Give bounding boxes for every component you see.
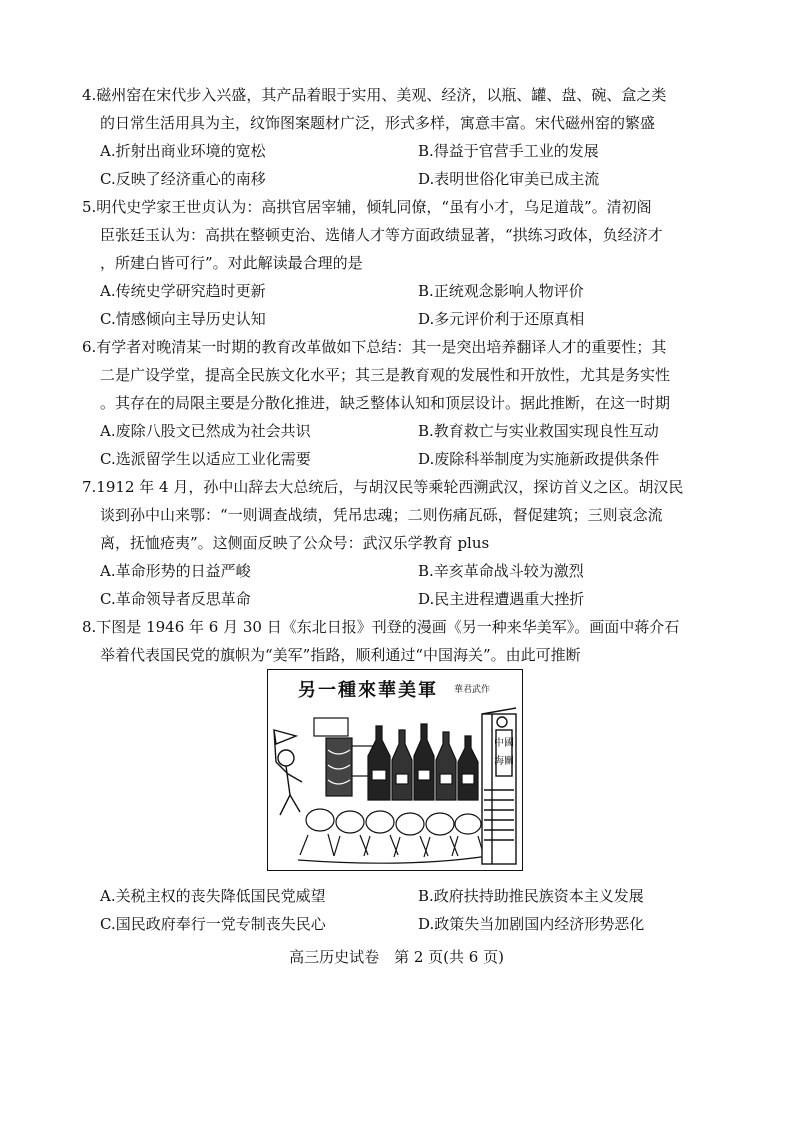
option-b[interactable]: B.政府扶持助推民族资本主义发展 bbox=[418, 887, 644, 905]
option-d[interactable]: D.表明世俗化审美已成主流 bbox=[418, 170, 600, 188]
option-b[interactable]: B.辛亥革命战斗较为激烈 bbox=[418, 562, 584, 580]
option-c[interactable]: C.情感倾向主导历史认知 bbox=[100, 310, 266, 328]
question-7-line-3: 离，抚恤疮夷”。这侧面反映了公众号：武汉乐学教育 plus bbox=[100, 534, 490, 552]
question-5-line-2: 臣张廷玉认为：高拱在整顿吏治、选储人才等方面政绩显著，“拱练习政体，负经济才 bbox=[100, 226, 663, 244]
question-5 bbox=[82, 193, 722, 333]
option-c[interactable]: C.革命领导者反思革命 bbox=[100, 590, 251, 608]
option-d[interactable]: D.政策失当加剧国内经济形势恶化 bbox=[418, 915, 645, 933]
question-8-line-2: 举着代表国民党的旗帜为“美军”指路，顺利通过“中国海关”。由此可推断 bbox=[100, 646, 581, 664]
gate-label-1: 中國 bbox=[494, 738, 514, 749]
question-7-line-1: 7.1912 年 4 月，孙中山辞去大总统后，与胡汉民等乘轮西溯武汉，探访首义之区。胡汉民 bbox=[82, 478, 684, 496]
option-d[interactable]: D.民主进程遭遇重大挫折 bbox=[418, 590, 585, 608]
banners bbox=[314, 718, 376, 796]
marching-figures bbox=[298, 809, 488, 863]
question-7 bbox=[82, 473, 722, 613]
bottles bbox=[368, 724, 478, 800]
question-8-options-block bbox=[82, 882, 722, 938]
question-8 bbox=[82, 613, 722, 669]
question-5-options bbox=[82, 277, 722, 333]
cartoon-figure bbox=[267, 669, 523, 871]
question-4-line-1: 4.磁州窑在宋代步入兴盛，其产品着眼于实用、美观、经济，以瓶、罐、盘、碗、盒之类 bbox=[82, 86, 667, 104]
cartoon-author: 華君武作 bbox=[454, 685, 491, 695]
question-4-line-2: 的日常生活用具为主，纹饰图案题材广泛，形式多样，寓意丰富。宋代磁州窑的繁盛 bbox=[100, 114, 656, 132]
page-footer: 高三历史试卷 第 2 页(共 6 页) bbox=[289, 948, 504, 966]
question-6-options bbox=[82, 417, 722, 473]
question-4 bbox=[82, 81, 722, 193]
question-4-options bbox=[82, 137, 722, 193]
option-a[interactable]: A.折射出商业环境的宽松 bbox=[100, 142, 266, 160]
option-b[interactable]: B.得益于官营手工业的发展 bbox=[418, 142, 599, 160]
question-7-options bbox=[82, 557, 722, 613]
option-a[interactable]: A.革命形势的日益严峻 bbox=[100, 562, 251, 580]
question-5-line-3: ，所建白皆可行”。对此解读最合理的是 bbox=[100, 254, 363, 272]
question-7-line-2: 谈到孙中山来鄂：“一则调查战绩，凭吊忠魂；二则伤痛瓦砾，督促建筑；三则哀念流 bbox=[100, 506, 663, 524]
question-5-line-1: 5.明代史学家王世贞认为：高拱官居宰辅，倾轧同僚，“虽有小才，乌足道哉”。清初阁 bbox=[82, 198, 652, 216]
cartoon-title: 另一種來華美軍 bbox=[298, 680, 438, 701]
question-6-line-2: 二是广设学堂，提高全民族文化水平；其三是教育观的发展性和开放性，尤其是务实性 bbox=[100, 366, 671, 384]
question-8-options bbox=[82, 882, 722, 938]
option-a[interactable]: A.废除八股文已然成为社会共识 bbox=[100, 422, 311, 440]
cartoon-drawing bbox=[268, 670, 523, 871]
customs-gate bbox=[482, 708, 516, 864]
option-c[interactable]: C.选派留学生以适应工业化需要 bbox=[100, 450, 311, 468]
option-d[interactable]: D.废除科举制度为实施新政提供条件 bbox=[418, 450, 660, 468]
question-6 bbox=[82, 333, 722, 473]
question-6-line-1: 6.有学者对晚清某一时期的教育改革做如下总结：其一是突出培养翻译人才的重要性；其 bbox=[82, 338, 667, 356]
option-a[interactable]: A.关税主权的丧失降低国民党威望 bbox=[100, 887, 326, 905]
flag-bearer-figure bbox=[274, 730, 302, 815]
question-6-line-3: 。其存在的局限主要是分散化推进，缺乏整体认知和顶层设计。据此推断，在这一时期 bbox=[100, 394, 671, 412]
option-c[interactable]: C.国民政府奉行一党专制丧失民心 bbox=[100, 915, 326, 933]
question-8-line-1: 8.下图是 1946 年 6 月 30 日《东北日报》刊登的漫画《另一种来华美军》。画面中蒋介石 bbox=[82, 618, 680, 636]
option-b[interactable]: B.教育救亡与实业救国实现良性互动 bbox=[418, 422, 659, 440]
option-d[interactable]: D.多元评价利于还原真相 bbox=[418, 310, 585, 328]
gate-label-2: 海關 bbox=[494, 756, 514, 767]
option-b[interactable]: B.正统观念影响人物评价 bbox=[418, 282, 584, 300]
option-c[interactable]: C.反映了经济重心的南移 bbox=[100, 170, 266, 188]
option-a[interactable]: A.传统史学研究趋时更新 bbox=[100, 282, 266, 300]
